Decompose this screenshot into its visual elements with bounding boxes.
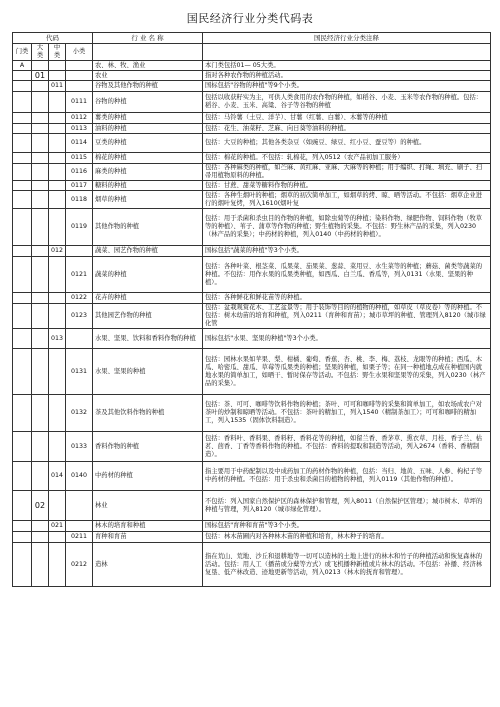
row-men-code xyxy=(13,191,32,209)
table-row xyxy=(13,349,491,395)
row-zhong-code xyxy=(49,153,66,164)
row-da-code xyxy=(32,349,49,395)
row-zhong-code xyxy=(49,181,66,191)
row-zhong-code xyxy=(49,134,66,153)
table-row xyxy=(13,432,491,462)
row-men-code: A xyxy=(13,61,32,71)
row-men-code xyxy=(13,257,32,293)
table-row xyxy=(13,81,491,92)
row-da-code xyxy=(32,153,49,164)
row-name: 其他作物的种植 xyxy=(93,209,203,246)
row-xiao-code: 0140 xyxy=(66,462,93,491)
row-zhong-code: 014 xyxy=(49,462,66,491)
row-note: 包括：马铃薯（土豆、洋芋）、甘薯（红薯、白薯）、木薯等的种植 xyxy=(203,113,491,124)
table-row xyxy=(13,491,491,521)
row-note: 国标包括"水果、坚果的种植"等3个小类。 xyxy=(203,329,491,349)
row-men-code xyxy=(13,124,32,134)
subheader-blank xyxy=(93,44,203,61)
row-note: 包括：各种鲜花和鲜花苗等的种植。 xyxy=(203,293,491,304)
header-code: 代码 xyxy=(13,33,93,44)
row-da-code xyxy=(32,113,49,124)
row-zhong-code: 013 xyxy=(49,329,66,349)
table-row xyxy=(13,124,491,134)
row-note: 包括：甘蔗、甜菜等糖料作物的种植。 xyxy=(203,181,491,191)
row-men-code xyxy=(13,521,32,532)
row-xiao-code: 0121 xyxy=(66,257,93,293)
row-zhong-code xyxy=(49,113,66,124)
table-row xyxy=(13,134,491,153)
table-row xyxy=(13,153,491,164)
table-row xyxy=(13,181,491,191)
row-men-code xyxy=(13,532,32,543)
row-men-code xyxy=(13,209,32,246)
row-zhong-code xyxy=(49,432,66,462)
row-xiao-code: 0133 xyxy=(66,432,93,462)
row-zhong-code xyxy=(49,191,66,209)
row-name: 谷物及其他作物的种植 xyxy=(93,81,203,92)
row-xiao-code xyxy=(66,521,93,532)
table-row xyxy=(13,257,491,293)
row-zhong-code xyxy=(49,124,66,134)
row-zhong-code xyxy=(49,209,66,246)
row-zhong-code xyxy=(49,164,66,181)
row-zhong-code: 021 xyxy=(49,521,66,532)
row-zhong-code xyxy=(49,71,66,81)
row-zhong-code xyxy=(49,304,66,329)
row-zhong-code xyxy=(49,532,66,543)
row-note: 包括：盆栽观赏花木、工艺盆景等；用于装饰等目的的植物的种植，如草皮（草皮卷）等的种植。不包括：树木幼苗的培育和种植，列入0211（育种和育苗）；城市草坪的种植、管理列入8120（城市绿化管 xyxy=(203,304,491,329)
row-note: 不包括：列入国家自然保护区的森林保护和管理，列入8011（自然保护区管理）；城市树木、草坪的种植与管理，列入8120（城市绿化管理）。 xyxy=(203,491,491,521)
row-note: 包括：各种生烟叶的种植；烟草的初次简单加工，如烟草的烤、晾、晒等活动。不包括：烟草企业进行的烟叶复烤，列入1610(烟叶复 xyxy=(203,191,491,209)
row-da-code xyxy=(32,181,49,191)
row-da-code xyxy=(32,432,49,462)
row-name: 农、林、牧、渔业 xyxy=(93,61,203,71)
row-note: 指主要用于中药配制以及中成药加工的药材作物的种植，包括：当归、地黄、五味、人参、枸杞子等中药材的种植。不包括：用于杀虫和杀菌目的植物的种植，列入0119（其他作物的种植）。 xyxy=(203,462,491,491)
row-name: 造林 xyxy=(93,543,203,587)
row-xiao-code xyxy=(66,246,93,257)
row-men-code xyxy=(13,462,32,491)
row-note: 包括：茶、可可、咖啡等饮料作物的种植；茶叶、可可和咖啡等的采集和简单加工，如农场成农户对茶叶的炒制和晾晒等活动。不包括：茶叶的精加工，列入1540（精制茶加工）；可可和咖啡的精加工，列入1535（固体饮料制造）。 xyxy=(203,395,491,432)
row-xiao-code: 0122 xyxy=(66,293,93,304)
row-men-code xyxy=(13,432,32,462)
row-name: 麻类的种植 xyxy=(93,164,203,181)
row-zhong-code xyxy=(49,293,66,304)
row-da-code xyxy=(32,293,49,304)
row-note: 包括：大豆的种植；其他各类杂豆（如豌豆、绿豆、红小豆、蚕豆等）的种植。 xyxy=(203,134,491,153)
row-xiao-code xyxy=(66,71,93,81)
row-name: 糖料的种植 xyxy=(93,181,203,191)
row-xiao-code: 0111 xyxy=(66,92,93,113)
row-da-code xyxy=(32,329,49,349)
row-da-code xyxy=(32,304,49,329)
row-men-code xyxy=(13,71,32,81)
table-row xyxy=(13,329,491,349)
row-men-code xyxy=(13,543,32,587)
industry-code-table xyxy=(12,32,491,587)
table-row xyxy=(13,521,491,532)
row-da-code xyxy=(32,543,49,587)
row-xiao-code: 0115 xyxy=(66,153,93,164)
row-men-code xyxy=(13,349,32,395)
table-row xyxy=(13,61,491,71)
row-da-code xyxy=(32,92,49,113)
row-xiao-code: 0212 xyxy=(66,543,93,587)
row-men-code xyxy=(13,113,32,124)
subheader-zhong: 中类 xyxy=(49,44,66,61)
header-note: 国民经济行业分类注释 xyxy=(203,33,491,44)
row-da-code: 01 xyxy=(32,71,49,81)
row-name: 薯类的种植 xyxy=(93,113,203,124)
header-category-name: 行 业 名 称 xyxy=(93,33,203,44)
row-da-code xyxy=(32,164,49,181)
row-da-code: 02 xyxy=(32,491,49,521)
subheader-blank xyxy=(203,44,491,61)
row-name: 茶及其他饮料作物的种植 xyxy=(93,395,203,432)
row-name: 林木的培育和种植 xyxy=(93,521,203,532)
row-name: 蔬菜的种植 xyxy=(93,257,203,293)
row-men-code xyxy=(13,293,32,304)
row-xiao-code: 0112 xyxy=(66,113,93,124)
row-men-code xyxy=(13,304,32,329)
row-name: 烟草的种植 xyxy=(93,191,203,209)
row-note: 包括：棉花的种植。不包括：轧棉花，列入0512（农产品初加工服务） xyxy=(203,153,491,164)
row-men-code xyxy=(13,92,32,113)
row-xiao-code xyxy=(66,61,93,71)
row-zhong-code xyxy=(49,395,66,432)
row-xiao-code: 0123 xyxy=(66,304,93,329)
row-note: 包括：园林水果如苹果、梨、柑橘、葡萄、香蕉、杏、桃、李、梅、荔枝、龙眼等的种植；西瓜、木瓜、哈密瓜、甜瓜、草莓等瓜果类的种植；坚果的种植，如栗子等；在同一种植地点成在种植国内就地水果的简单加工，如晒干、暂时保存等活动。不包括：野生水果和坚果等的采集，列入0230（林产品的采集）。 xyxy=(203,349,491,395)
row-men-code xyxy=(13,153,32,164)
row-da-code xyxy=(32,209,49,246)
row-xiao-code: 0113 xyxy=(66,124,93,134)
row-xiao-code: 0131 xyxy=(66,349,93,395)
table-row xyxy=(13,92,491,113)
row-note: 包括：用于杀菌和杀虫目的作物的种植，如除虫菊等的种植；染料作物、绿肥作物、饲料作物（牧草等的种植）、苇子、蒲草等作物的种植；野生植物的采集。不包括：野生林产品的采集，列入0230（林产品的采集）；中药材的种植，列入0140（中药材的种植）。 xyxy=(203,209,491,246)
row-xiao-code xyxy=(66,491,93,521)
row-da-code xyxy=(32,134,49,153)
row-xiao-code: 0211 xyxy=(66,532,93,543)
row-zhong-code xyxy=(49,92,66,113)
row-name: 水果、坚果的种植 xyxy=(93,349,203,395)
subheader-xiao: 小类 xyxy=(66,44,93,61)
row-xiao-code: 0114 xyxy=(66,134,93,153)
table-row xyxy=(13,304,491,329)
row-zhong-code xyxy=(49,349,66,395)
row-da-code xyxy=(32,532,49,543)
table-row xyxy=(13,246,491,257)
row-name: 棉花的种植 xyxy=(93,153,203,164)
row-da-code xyxy=(32,61,49,71)
row-name: 花卉的种植 xyxy=(93,293,203,304)
row-men-code xyxy=(13,134,32,153)
row-name: 育种和育苗 xyxy=(93,532,203,543)
row-zhong-code: 012 xyxy=(49,246,66,257)
table-subheader-row xyxy=(13,44,491,61)
row-name: 香料作物的种植 xyxy=(93,432,203,462)
row-note: 指在荒山、荒地、沙丘和退耕地等一切可以造林的土地上进行的林木和竹子的种植活动和恢复森林的活动。包括：用人工（播苗或分蘖等方式）或飞机播种新植或片林木的活动。不包括：补播、经济林复垦、低产林改造、迹地更新等活动，列入0213（林木的抚育和管理）。 xyxy=(203,543,491,587)
row-da-code xyxy=(32,462,49,491)
table-row xyxy=(13,71,491,81)
row-note: 包括：各种麻类的种植，如苎麻、黄红麻、亚麻、大麻等的种植；用于编织、打绳、填充、刷子、扫帚用植物原料的种植。 xyxy=(203,164,491,181)
table-row xyxy=(13,191,491,209)
row-xiao-code: 0119 xyxy=(66,209,93,246)
table-row xyxy=(13,113,491,124)
subheader-da: 大类 xyxy=(32,44,49,61)
table-row xyxy=(13,209,491,246)
row-xiao-code: 0117 xyxy=(66,181,93,191)
row-name: 水果、坚果、饮料和香料作物的种植 xyxy=(93,329,203,349)
table-header-row xyxy=(13,33,491,44)
row-men-code xyxy=(13,329,32,349)
row-note: 包括：花生、油菜籽、芝麻、向日葵等油料的种植。 xyxy=(203,124,491,134)
row-zhong-code xyxy=(49,543,66,587)
table-row xyxy=(13,293,491,304)
row-zhong-code xyxy=(49,491,66,521)
row-xiao-code: 0132 xyxy=(66,395,93,432)
row-da-code xyxy=(32,246,49,257)
row-xiao-code xyxy=(66,81,93,92)
row-men-code xyxy=(13,81,32,92)
row-zhong-code: 011 xyxy=(49,81,66,92)
row-da-code xyxy=(32,395,49,432)
table-row xyxy=(13,532,491,543)
row-name: 油料的种植 xyxy=(93,124,203,134)
row-name: 豆类的种植 xyxy=(93,134,203,153)
row-note: 包括以收获籽实为主，可供人类食用的农作物的种植，如稻谷、小麦、玉米等农作物的种植。包括：稻谷、小麦、玉米、高粱、谷子等谷物的种植 xyxy=(203,92,491,113)
page-title: 国民经济行业分类代码表 xyxy=(186,12,314,25)
row-da-code xyxy=(32,81,49,92)
row-name: 中药材的种植 xyxy=(93,462,203,491)
row-da-code xyxy=(32,521,49,532)
row-note: 国标包括"育种和育苗"等3个小类。 xyxy=(203,521,491,532)
row-xiao-code xyxy=(66,329,93,349)
row-men-code xyxy=(13,181,32,191)
row-men-code xyxy=(13,246,32,257)
row-zhong-code xyxy=(49,61,66,71)
table-row xyxy=(13,462,491,491)
row-note: 本门类包括01— 05大类。 xyxy=(203,61,491,71)
row-note: 指对各种农作物的种植活动。 xyxy=(203,71,491,81)
row-da-code xyxy=(32,257,49,293)
row-name: 其他园艺作物的种植 xyxy=(93,304,203,329)
row-name: 蔬菜、园艺作物的种植 xyxy=(93,246,203,257)
table-row xyxy=(13,164,491,181)
row-name: 林业 xyxy=(93,491,203,521)
subheader-men: 门类 xyxy=(13,44,32,61)
table-row xyxy=(13,543,491,587)
row-note: 包括：林木苗圃内对各种林木苗的种植和培育，林木种子的培育。 xyxy=(203,532,491,543)
row-xiao-code: 0118 xyxy=(66,191,93,209)
row-zhong-code xyxy=(49,257,66,293)
row-note: 包括：各种叶菜、根茎菜、瓜果菜、茄果菜、葱蒜、菜用豆、水生菜等的种植；蘑菇、菌类等蔬菜的种植。不包括：用作水果的瓜果类种植，如西瓜、白兰瓜、香瓜等，列入0131（水果、坚果的种植）。 xyxy=(203,257,491,293)
row-note: 国标包括"谷物的种植"等9个小类。 xyxy=(203,81,491,92)
row-da-code xyxy=(32,124,49,134)
table-row xyxy=(13,395,491,432)
row-name: 谷物的种植 xyxy=(93,92,203,113)
row-da-code xyxy=(32,191,49,209)
row-name: 农业 xyxy=(93,71,203,81)
row-note: 包括：香料叶、香料果、香料籽、香料花等的种植，如留兰香、香茅草、熏衣草、月桂、香子兰、枯茗、茴香、丁香等香料作物的种植。不包括：香料的提取和制造等活动，列入2674（香料、香精制造）。 xyxy=(203,432,491,462)
row-note: 国标包括"蔬菜的种植"等3个小类。 xyxy=(203,246,491,257)
row-xiao-code: 0116 xyxy=(66,164,93,181)
row-men-code xyxy=(13,164,32,181)
row-men-code xyxy=(13,491,32,521)
row-men-code xyxy=(13,395,32,432)
